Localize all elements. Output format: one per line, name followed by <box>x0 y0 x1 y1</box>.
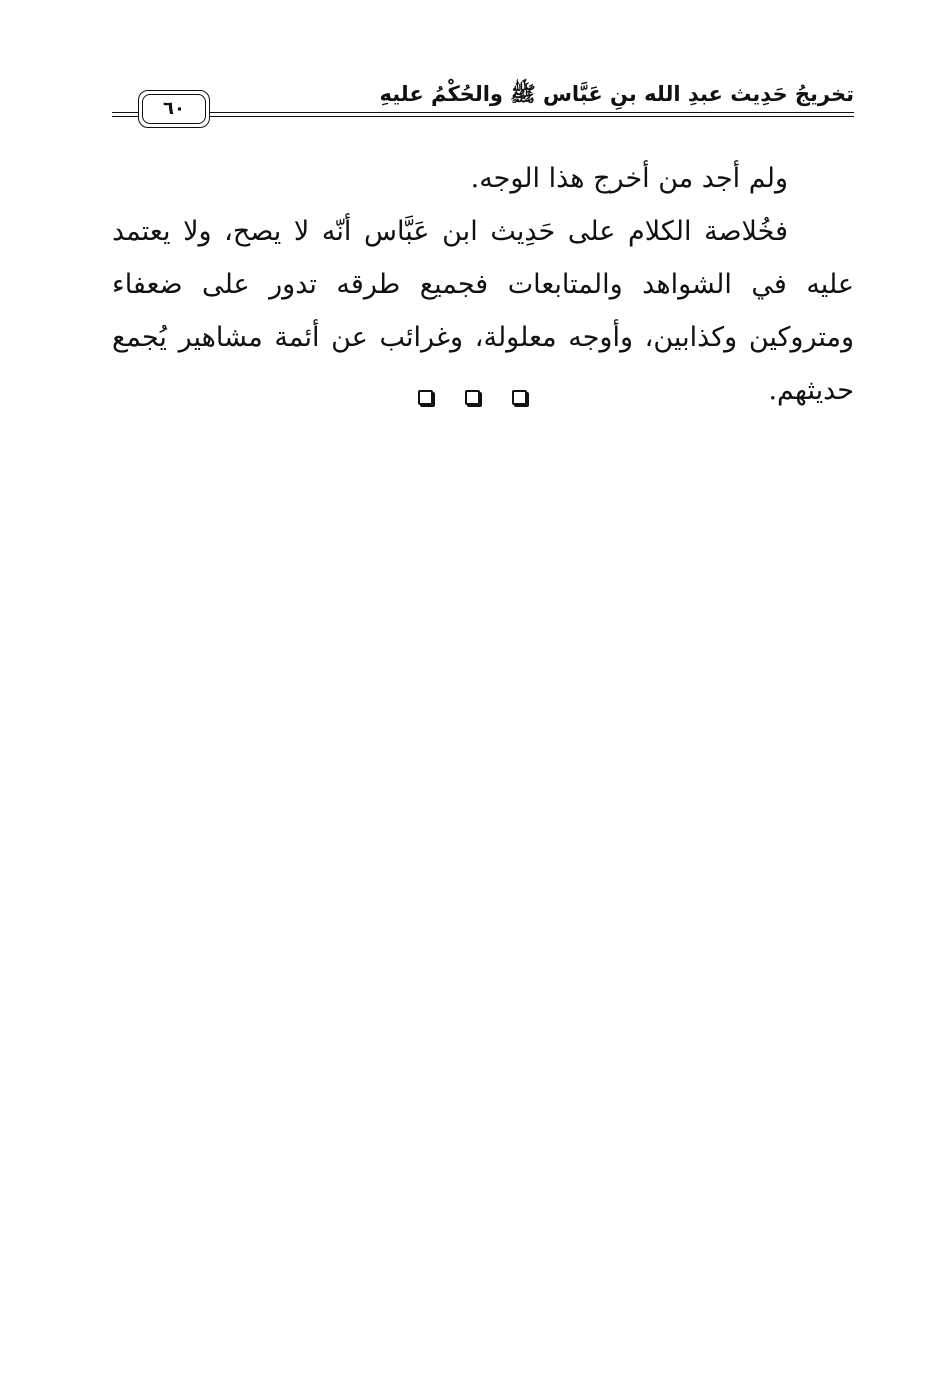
running-title: تخريجُ حَدِيث عبدِ الله بنِ عَبَّاس ﷺ والحُكْمُ عليهِ <box>379 82 854 106</box>
running-header <box>112 72 854 132</box>
header-rule <box>210 112 854 117</box>
section-separator <box>0 390 945 405</box>
paragraph: ولم أجد من أخرج هذا الوجه. <box>470 163 788 194</box>
square-box-icon <box>418 390 433 405</box>
square-box-icon <box>512 390 527 405</box>
square-box-icon <box>465 390 480 405</box>
page-number: ٦٠ <box>142 94 206 124</box>
header-rule-left <box>112 112 138 117</box>
paragraph: فخُلاصة الكلام على حَدِيث ابن عَبَّاس أنّه لا يصح، ولا يعتمد عليه في الشواهد والمتابعات فجميع طرقه تدور على ضعفاء ومتروكين وكذابين، وأوجه معلولة، وغرائب عن أئمة مشاهير يُجمع حديثهم. <box>112 216 854 406</box>
page-number-frame <box>138 90 210 128</box>
body-text <box>112 152 854 417</box>
